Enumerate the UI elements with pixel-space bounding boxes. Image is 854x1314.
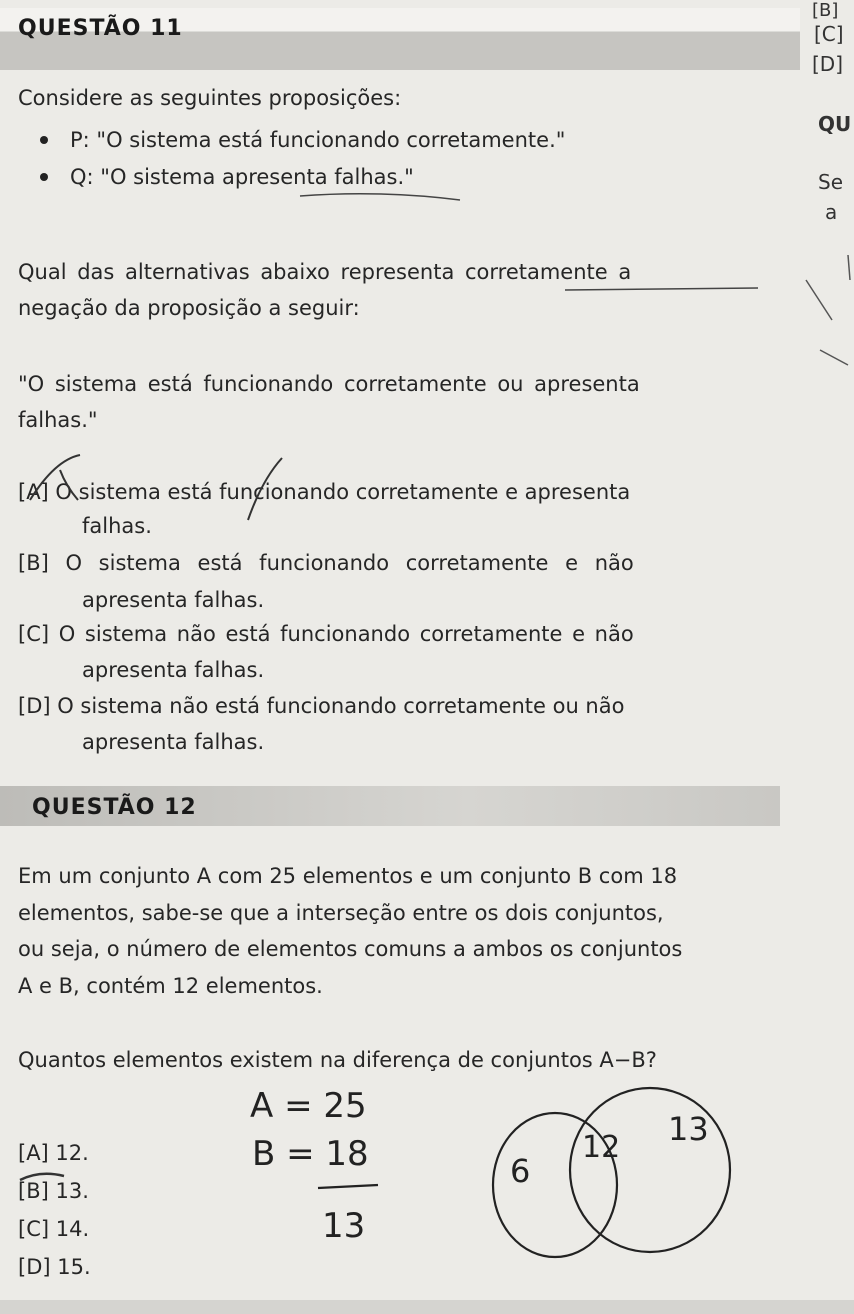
right-fragment-se: Se [818, 170, 843, 194]
handwritten-a-equation: A = 25 [250, 1086, 367, 1126]
underline-corretamente [565, 288, 758, 290]
margin-mark-3 [848, 255, 850, 280]
venn-right-count: 13 [668, 1110, 709, 1148]
q11-option-a-line2: falhas. [82, 514, 152, 538]
proposition-p: P: "O sistema está funcionando corretamente." [70, 128, 566, 152]
q11-option-d-line2: apresenta falhas. [82, 730, 265, 754]
q11-option-a-line1[interactable]: [A] O sistema está funcionando corretamente e apresenta [18, 480, 631, 504]
right-fragment-qu: QU [818, 112, 852, 136]
option-b-mark [20, 1174, 64, 1180]
q12-option-c[interactable]: [C] 14. [18, 1217, 90, 1241]
q12-option-b[interactable]: [B] 13. [18, 1179, 89, 1203]
venn-set-a [493, 1113, 617, 1257]
venn-left-count: 6 [510, 1152, 531, 1190]
q12-option-a[interactable]: [A] 12. [18, 1141, 89, 1165]
margin-mark-2 [820, 350, 848, 365]
q12-body-line2: elementos, sabe-se que a interseção entre os dois conjuntos, [18, 901, 664, 925]
proposition-q: Q: "O sistema apresenta falhas." [70, 165, 414, 189]
right-fragment-c: [C] [814, 22, 844, 46]
q12-body-line3: ou seja, o número de elementos comuns a ambos os conjuntos [18, 937, 683, 961]
margin-mark-1 [806, 280, 832, 320]
bottom-bar [0, 1300, 854, 1314]
handwritten-result: 13 [322, 1206, 366, 1246]
option-a-slash [248, 458, 282, 520]
subtraction-line [318, 1185, 378, 1188]
q11-title: QUESTÃO 11 [18, 16, 183, 41]
option-a-cross-stroke-2 [60, 470, 78, 500]
q11-option-d-line1[interactable]: [D] O sistema não está funcionando corretamente ou não [18, 694, 625, 718]
venn-set-b [570, 1088, 730, 1252]
q11-option-b-line1[interactable]: [B] O sistema está funcionando corretamente e não [18, 551, 634, 575]
q12-body-line4: A e B, contém 12 elementos. [18, 974, 323, 998]
q11-question-line2: negação da proposição a seguir: [18, 296, 360, 320]
q11-option-b-line2: apresenta falhas. [82, 588, 265, 612]
handwritten-b-equation: B = 18 [252, 1134, 369, 1174]
q11-question-line1: Qual das alternativas abaixo representa corretamente a [18, 260, 632, 284]
q11-statement-line1: "O sistema está funcionando corretamente ou apresenta [18, 372, 640, 396]
underline-falhas [300, 194, 460, 200]
q12-body-line1: Em um conjunto A com 25 elementos e um conjunto B com 18 [18, 864, 678, 888]
q12-question: Quantos elementos existem na diferença de conjuntos A−B? [18, 1048, 657, 1072]
right-fragment-d: [D] [812, 52, 844, 76]
right-fragment-a: a [825, 200, 838, 224]
q11-option-c-line1[interactable]: [C] O sistema não está funcionando corretamente e não [18, 622, 634, 646]
q11-intro: Considere as seguintes proposições: [18, 86, 402, 110]
q11-option-c-line2: apresenta falhas. [82, 658, 265, 682]
q12-title: QUESTÃO 12 [32, 795, 197, 820]
right-fragment-b: [B] [812, 0, 839, 21]
q11-statement-line2: falhas." [18, 408, 98, 432]
venn-intersection-count: 12 [582, 1130, 621, 1165]
q12-option-d[interactable]: [D] 15. [18, 1255, 91, 1279]
